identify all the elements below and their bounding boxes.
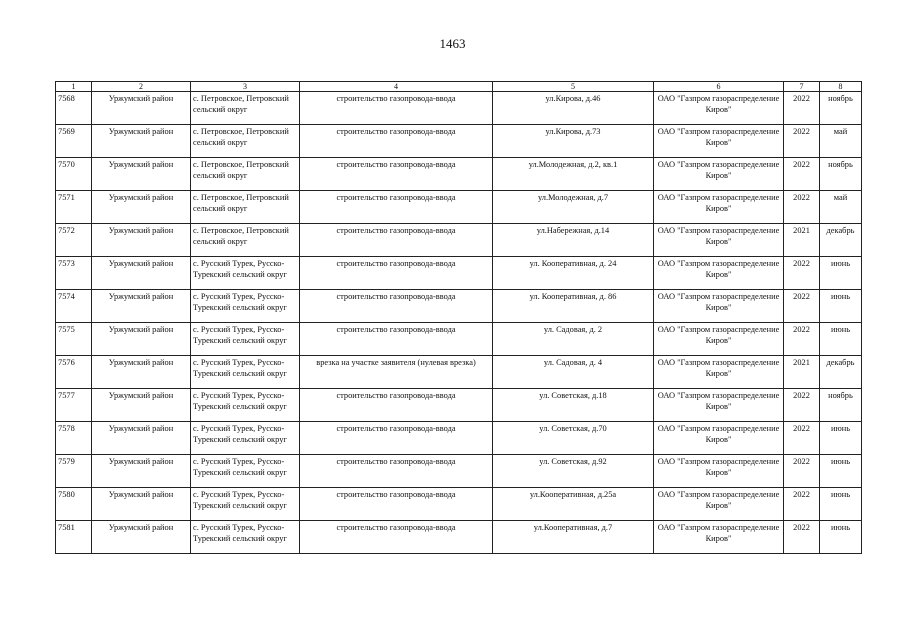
organization-cell: ОАО "Газпром газораспределение Киров": [654, 224, 784, 257]
organization-cell: ОАО "Газпром газораспределение Киров": [654, 422, 784, 455]
month-cell: ноябрь: [820, 92, 862, 125]
address-cell: ул. Кооперативная, д. 24: [493, 257, 654, 290]
organization-cell: ОАО "Газпром газораспределение Киров": [654, 191, 784, 224]
work-type-cell: строительство газопровода-ввода: [300, 191, 493, 224]
year-cell: 2022: [784, 125, 820, 158]
work-type-cell: строительство газопровода-ввода: [300, 521, 493, 554]
month-cell: декабрь: [820, 356, 862, 389]
work-type-cell: строительство газопровода-ввода: [300, 125, 493, 158]
page-number: 1463: [439, 36, 466, 51]
year-cell: 2021: [784, 356, 820, 389]
row-number: 7568: [56, 92, 92, 125]
month-cell: июнь: [820, 455, 862, 488]
month-cell: июнь: [820, 257, 862, 290]
organization-cell: ОАО "Газпром газораспределение Киров": [654, 92, 784, 125]
organization-cell: ОАО "Газпром газораспределение Киров": [654, 125, 784, 158]
table-row: [56, 488, 862, 521]
month-cell: ноябрь: [820, 389, 862, 422]
work-type-cell: строительство газопровода-ввода: [300, 389, 493, 422]
year-cell: 2022: [784, 323, 820, 356]
table-row: [56, 158, 862, 191]
district-cell: Уржумский район: [92, 323, 191, 356]
month-cell: декабрь: [820, 224, 862, 257]
month-cell: ноябрь: [820, 158, 862, 191]
table-row: [56, 191, 862, 224]
year-cell: 2021: [784, 224, 820, 257]
year-cell: 2022: [784, 191, 820, 224]
work-type-cell: строительство газопровода-ввода: [300, 158, 493, 191]
district-cell: Уржумский район: [92, 191, 191, 224]
work-type-cell: строительство газопровода-ввода: [300, 323, 493, 356]
year-cell: 2022: [784, 257, 820, 290]
year-cell: 2022: [784, 521, 820, 554]
column-header: 8: [820, 82, 862, 92]
organization-cell: ОАО "Газпром газораспределение Киров": [654, 257, 784, 290]
row-number: 7569: [56, 125, 92, 158]
district-cell: Уржумский район: [92, 257, 191, 290]
settlement-cell: с. Петровское, Петровский сельский округ: [191, 92, 300, 125]
district-cell: Уржумский район: [92, 92, 191, 125]
address-cell: ул.Кооперативная, д.7: [493, 521, 654, 554]
district-cell: Уржумский район: [92, 356, 191, 389]
address-cell: ул. Садовая, д. 2: [493, 323, 654, 356]
row-number: 7572: [56, 224, 92, 257]
settlement-cell: с. Петровское, Петровский сельский округ: [191, 224, 300, 257]
year-cell: 2022: [784, 422, 820, 455]
column-header: 2: [92, 82, 191, 92]
work-type-cell: строительство газопровода-ввода: [300, 488, 493, 521]
table-row: [56, 125, 862, 158]
settlement-cell: с. Петровское, Петровский сельский округ: [191, 125, 300, 158]
column-header: 4: [300, 82, 493, 92]
settlement-cell: с. Русский Турек, Русско-Турекский сельский округ: [191, 290, 300, 323]
table-row: [56, 290, 862, 323]
year-cell: 2022: [784, 158, 820, 191]
table-row: [56, 323, 862, 356]
month-cell: июнь: [820, 290, 862, 323]
table-row: [56, 389, 862, 422]
settlement-cell: с. Русский Турек, Русско-Турекский сельский округ: [191, 521, 300, 554]
year-cell: 2022: [784, 92, 820, 125]
month-cell: май: [820, 191, 862, 224]
gasification-table: [55, 81, 862, 554]
row-number: 7581: [56, 521, 92, 554]
district-cell: Уржумский район: [92, 422, 191, 455]
table-row: [56, 257, 862, 290]
settlement-cell: с. Русский Турек, Русско-Турекский сельский округ: [191, 488, 300, 521]
district-cell: Уржумский район: [92, 125, 191, 158]
district-cell: Уржумский район: [92, 158, 191, 191]
work-type-cell: строительство газопровода-ввода: [300, 92, 493, 125]
address-cell: ул. Советская, д.70: [493, 422, 654, 455]
row-number: 7575: [56, 323, 92, 356]
column-number-row: [56, 82, 862, 92]
column-header: 1: [56, 82, 92, 92]
settlement-cell: с. Петровское, Петровский сельский округ: [191, 191, 300, 224]
settlement-cell: с. Русский Турек, Русско-Турекский сельский округ: [191, 455, 300, 488]
work-type-cell: строительство газопровода-ввода: [300, 455, 493, 488]
settlement-cell: с. Русский Турек, Русско-Турекский сельский округ: [191, 422, 300, 455]
organization-cell: ОАО "Газпром газораспределение Киров": [654, 488, 784, 521]
work-type-cell: строительство газопровода-ввода: [300, 224, 493, 257]
organization-cell: ОАО "Газпром газораспределение Киров": [654, 356, 784, 389]
work-type-cell: строительство газопровода-ввода: [300, 422, 493, 455]
settlement-cell: с. Русский Турек, Русско-Турекский сельский округ: [191, 389, 300, 422]
column-header: 6: [654, 82, 784, 92]
address-cell: ул.Кооперативная, д.25а: [493, 488, 654, 521]
work-type-cell: строительство газопровода-ввода: [300, 290, 493, 323]
year-cell: 2022: [784, 290, 820, 323]
month-cell: июнь: [820, 422, 862, 455]
address-cell: ул. Советская, д.92: [493, 455, 654, 488]
row-number: 7570: [56, 158, 92, 191]
table-row: [56, 455, 862, 488]
address-cell: ул.Набережная, д.14: [493, 224, 654, 257]
column-header: 7: [784, 82, 820, 92]
organization-cell: ОАО "Газпром газораспределение Киров": [654, 521, 784, 554]
month-cell: июнь: [820, 521, 862, 554]
year-cell: 2022: [784, 455, 820, 488]
address-cell: ул. Садовая, д. 4: [493, 356, 654, 389]
row-number: 7579: [56, 455, 92, 488]
row-number: 7574: [56, 290, 92, 323]
column-header: 5: [493, 82, 654, 92]
settlement-cell: с. Русский Турек, Русско-Турекский сельский округ: [191, 356, 300, 389]
column-header: 3: [191, 82, 300, 92]
district-cell: Уржумский район: [92, 488, 191, 521]
district-cell: Уржумский район: [92, 521, 191, 554]
organization-cell: ОАО "Газпром газораспределение Киров": [654, 158, 784, 191]
district-cell: Уржумский район: [92, 389, 191, 422]
address-cell: ул.Молодежная, д.2, кв.1: [493, 158, 654, 191]
row-number: 7573: [56, 257, 92, 290]
year-cell: 2022: [784, 488, 820, 521]
table-row: [56, 224, 862, 257]
organization-cell: ОАО "Газпром газораспределение Киров": [654, 455, 784, 488]
table-row: [56, 92, 862, 125]
row-number: 7578: [56, 422, 92, 455]
organization-cell: ОАО "Газпром газораспределение Киров": [654, 389, 784, 422]
table-row: [56, 521, 862, 554]
work-type-cell: строительство газопровода-ввода: [300, 257, 493, 290]
year-cell: 2022: [784, 389, 820, 422]
address-cell: ул.Кирова, д.73: [493, 125, 654, 158]
row-number: 7577: [56, 389, 92, 422]
district-cell: Уржумский район: [92, 455, 191, 488]
address-cell: ул. Кооперативная, д. 86: [493, 290, 654, 323]
month-cell: июнь: [820, 323, 862, 356]
address-cell: ул.Кирова, д.46: [493, 92, 654, 125]
month-cell: июнь: [820, 488, 862, 521]
settlement-cell: с. Петровское, Петровский сельский округ: [191, 158, 300, 191]
month-cell: май: [820, 125, 862, 158]
table-row: [56, 356, 862, 389]
district-cell: Уржумский район: [92, 290, 191, 323]
address-cell: ул. Советская, д.18: [493, 389, 654, 422]
address-cell: ул.Молодежная, д.7: [493, 191, 654, 224]
row-number: 7571: [56, 191, 92, 224]
settlement-cell: с. Русский Турек, Русско-Турекский сельский округ: [191, 257, 300, 290]
work-type-cell: врезка на участке заявителя (нулевая врезка): [300, 356, 493, 389]
district-cell: Уржумский район: [92, 224, 191, 257]
organization-cell: ОАО "Газпром газораспределение Киров": [654, 290, 784, 323]
settlement-cell: с. Русский Турек, Русско-Турекский сельский округ: [191, 323, 300, 356]
row-number: 7576: [56, 356, 92, 389]
organization-cell: ОАО "Газпром газораспределение Киров": [654, 323, 784, 356]
row-number: 7580: [56, 488, 92, 521]
table-row: [56, 422, 862, 455]
